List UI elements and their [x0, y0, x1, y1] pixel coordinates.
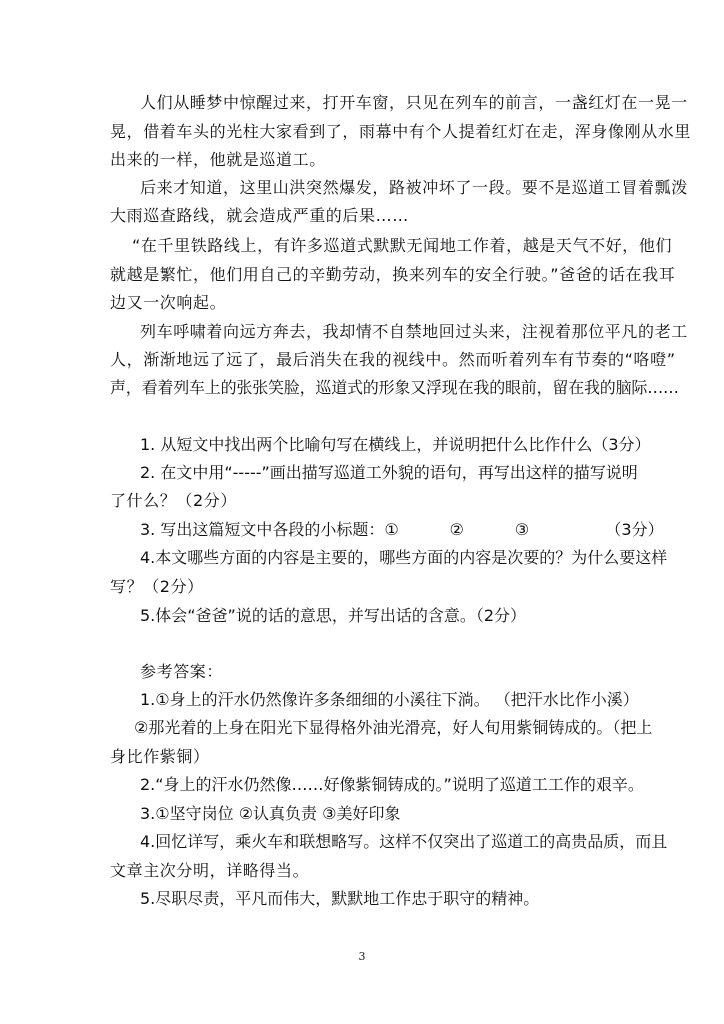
answers-heading: 参考答案：: [140, 662, 224, 681]
answer-3: 3.①坚守岗位 ②认真负责 ③美好印象: [140, 804, 401, 823]
question-3: 3. 写出这篇短文中各段的小标题：① ② ③ （3分）: [140, 520, 664, 539]
passage-line: 就越是繁忙，他们用自己的辛勤劳动，换来列车的安全行驶。”爸爸的话在我耳: [110, 265, 676, 284]
answer-2: 2.“身上的汗水仍然像……好像紫铜铸成的。”说明了巡道工工作的艰辛。: [140, 775, 644, 794]
passage-line: “在千里铁路线上，有许多巡道式默默无闻地工作着，越是天气不好，他们: [132, 236, 673, 255]
answer-5: 5.尽职尽责，平凡而伟大，默默地工作忠于职守的精神。: [140, 889, 540, 908]
answer-4-cont: 文章主次分明，详略得当。: [110, 861, 310, 880]
question-2: 2. 在文中用“-----”画出描写巡道工外貌的语句，再写出这样的描写说明: [140, 463, 638, 482]
passage-line: 晃，借着车头的光柱大家看到了，雨幕中有个人提着红灯在走，浑身像刚从水里: [110, 122, 692, 141]
passage-line: 后来才知道，这里山洪突然爆发，路被冲坏了一段。要不是巡道工冒着瓢泼: [140, 178, 688, 197]
answer-1: 1.①身上的汗水仍然像许多条细细的小溪往下淌。 （把汗水比作小溪）: [140, 690, 639, 709]
page-number: 3: [358, 950, 366, 963]
passage-line: 声，看着列车上的张张笑脸，巡道式的形象又浮现在我的眼前，留在我的脑际……: [110, 378, 679, 397]
question-4-cont: 写？（2分）: [110, 577, 204, 596]
passage-line: 人们从睡梦中惊醒过来，打开车窗，只见在列车的前言，一盏红灯在一晃一: [140, 93, 688, 112]
answer-1b: ②那光着的上身在阳光下显得格外油光滑亮，好人旬用紫铜铸成的。（把上: [134, 718, 653, 737]
question-4: 4.本文哪些方面的内容是主要的，哪些方面的内容是次要的？为什么要这样: [140, 548, 668, 567]
answer-4: 4.回忆详写，乘火车和联想略写。这样不仅突出了巡道工的高贵品质，而且: [140, 832, 668, 851]
passage-line: 边又一次响起。: [110, 293, 227, 312]
passage-line: 列车呼啸着向远方奔去，我却情不自禁地回过头来，注视着那位平凡的老工: [140, 322, 688, 341]
answer-1b-cont: 身比作紫铜）: [110, 747, 210, 766]
question-1: 1. 从短文中找出两个比喻句写在横线上，并说明把什么比作什么（3分）: [140, 435, 651, 454]
passage-line: 大雨巡查路线，就会造成严重的后果……: [110, 206, 409, 225]
question-2-cont: 了什么？（2分）: [110, 491, 237, 510]
passage-line: 人，渐渐地远了远了，最后消失在我的视线中。然而听着列车有节奏的“咯噔”: [110, 350, 676, 369]
passage-line: 出来的一样，他就是巡道工。: [110, 150, 326, 169]
question-5: 5.体会“爸爸”说的话的意思，并写出话的含意。（2分）: [140, 606, 527, 625]
